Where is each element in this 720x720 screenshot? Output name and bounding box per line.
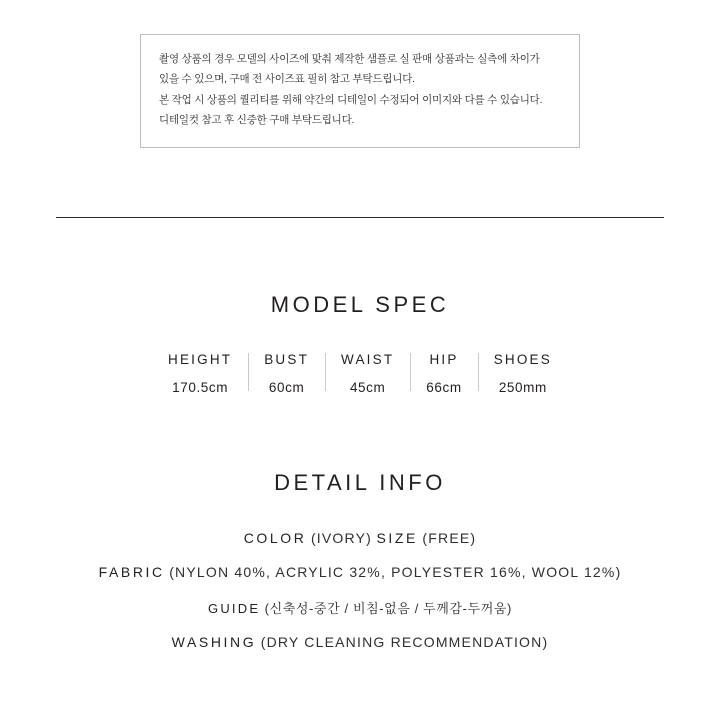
spec-label: SHOES	[493, 352, 552, 367]
detail-info-title: DETAIL INFO	[274, 470, 446, 495]
detail-row-fabric	[0, 564, 720, 582]
detail-value: (DRY CLEANING RECOMMENDATION)	[260, 634, 549, 650]
detail-row-washing	[0, 634, 720, 652]
notice-line: 촬영 상품의 경우 모델의 사이즈에 맞춰 제작한 샘플로 실 판매 상품과는 실측에 차이가	[159, 53, 540, 65]
detail-value-secondary: (FREE)	[422, 530, 477, 546]
spec-column-shoes	[478, 352, 568, 395]
detail-row-color-size	[0, 530, 720, 548]
spec-label: HIP	[429, 352, 459, 367]
spec-value: 45cm	[349, 380, 386, 395]
detail-key: COLOR	[243, 530, 307, 546]
detail-key: WASHING	[171, 634, 257, 650]
detail-value: (NYLON 40%, ACRYLIC 32%, POLYESTER 16%, WOOL 12%)	[169, 564, 622, 580]
spec-label: BUST	[264, 352, 310, 367]
detail-value: (IVORY)	[310, 530, 372, 546]
detail-key-secondary: SIZE	[376, 530, 418, 546]
notice-line: 본 작업 시 상품의 퀄리티를 위해 약간의 디테일이 수정되어 이미지와 다를 수 있습니다.	[159, 93, 543, 106]
spec-value: 66cm	[426, 380, 462, 395]
spec-column-hip	[410, 352, 477, 395]
model-spec-table	[0, 352, 720, 395]
spec-label: WAIST	[341, 352, 395, 367]
spec-value: 170.5cm	[172, 380, 229, 395]
detail-key: FABRIC	[98, 564, 165, 580]
spec-value: 250mm	[498, 380, 547, 395]
section-divider	[56, 217, 664, 218]
spec-column-bust	[248, 352, 325, 395]
detail-key: GUIDE	[208, 601, 261, 616]
spec-column-height	[152, 352, 248, 395]
model-spec-title: MODEL SPEC	[270, 292, 450, 317]
detail-value: (신축성-중간 / 비침-없음 / 두께감-두꺼움)	[264, 601, 512, 616]
spec-value: 60cm	[268, 380, 305, 395]
detail-info-list	[0, 530, 720, 668]
notice-box	[140, 34, 580, 148]
spec-column-waist	[325, 352, 410, 395]
notice-line: 있을 수 있으며, 구매 전 사이즈표 필히 참고 부탁드립니다.	[159, 73, 415, 86]
detail-row-guide	[0, 598, 720, 618]
spec-label: HEIGHT	[168, 352, 233, 367]
notice-line: 디테일컷 참고 후 신중한 구매 부탁드립니다.	[159, 114, 355, 127]
